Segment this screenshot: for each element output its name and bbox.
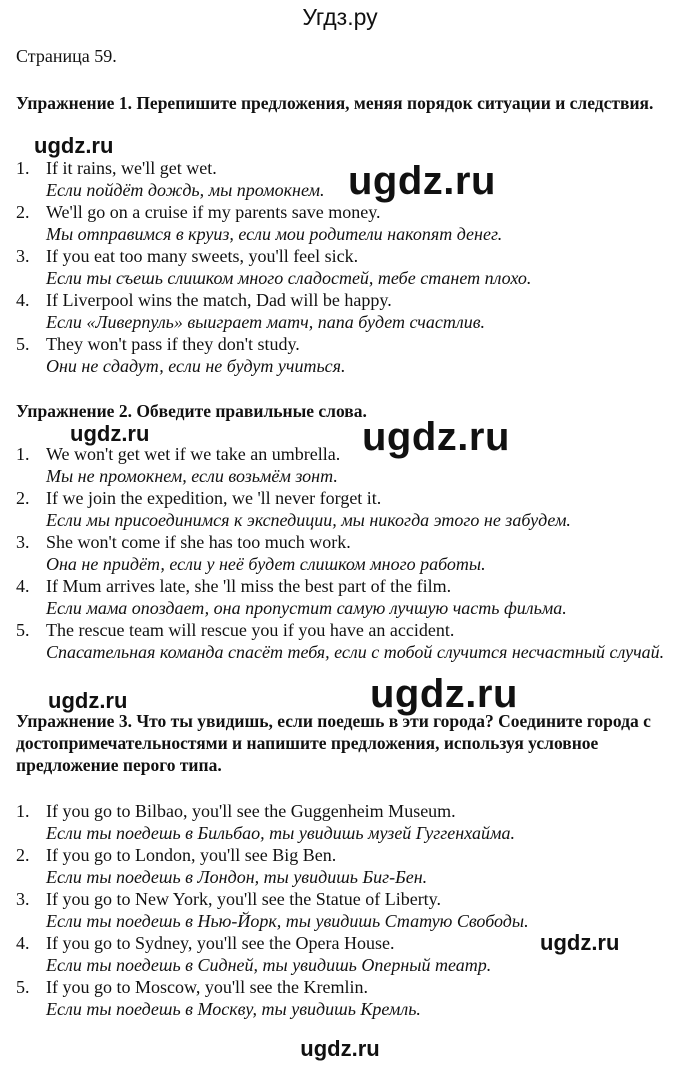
item-number: 3. xyxy=(16,889,30,909)
english-sentence: If it rains, we'll get wet. xyxy=(46,158,217,178)
list-item xyxy=(16,800,666,844)
list-item xyxy=(16,333,666,377)
exercise-1-heading: Упражнение 1. Перепишите предложения, меняя порядок ситуации и следствия. xyxy=(16,93,654,113)
list-item xyxy=(16,575,666,619)
item-number: 3. xyxy=(16,246,30,266)
item-number: 2. xyxy=(16,202,30,222)
russian-translation: Спасательная команда спасёт тебя, если с тобой случится несчастный случай. xyxy=(46,642,665,662)
russian-translation: Если ты поедешь в Бильбао, ты увидишь музей Гуггенхайма. xyxy=(46,823,515,843)
english-sentence: She won't come if she has too much work. xyxy=(46,532,351,552)
item-number: 5. xyxy=(16,620,30,640)
list-item xyxy=(16,157,666,201)
english-sentence: If we join the expedition, we 'll never forget it. xyxy=(46,488,382,508)
english-sentence: If you go to Bilbao, you'll see the Guggenheim Museum. xyxy=(46,801,456,821)
item-number: 1. xyxy=(16,444,30,464)
item-number: 2. xyxy=(16,488,30,508)
page-label: Страница 59. xyxy=(16,46,117,66)
russian-translation: Если мама опоздает, она пропустит самую лучшую часть фильма. xyxy=(46,598,567,618)
list-item xyxy=(16,443,666,487)
item-number: 4. xyxy=(16,576,30,596)
list-item xyxy=(16,619,666,663)
footer-watermark: ugdz.ru xyxy=(300,1036,380,1061)
english-sentence: The rescue team will rescue you if you have an accident. xyxy=(46,620,455,640)
watermark: ugdz.ru xyxy=(540,930,620,955)
list-item xyxy=(16,888,666,932)
exercise-2-heading: Упражнение 2. Обведите правильные слова. xyxy=(16,401,367,421)
russian-translation: Она не придёт, если у неё будет слишком много работы. xyxy=(46,554,486,574)
watermark: ugdz.ru xyxy=(34,133,114,158)
site-title: Угдз.ру xyxy=(302,4,378,30)
russian-translation: Мы отправимся в круиз, если мои родители накопят денег. xyxy=(46,224,503,244)
russian-translation: Они не сдадут, если не будут учиться. xyxy=(46,356,346,376)
watermark: ugdz.ru xyxy=(70,421,150,446)
item-number: 2. xyxy=(16,845,30,865)
item-number: 5. xyxy=(16,977,30,997)
russian-translation: Если мы присоединимся к экспедиции, мы никогда этого не забудем. xyxy=(46,510,571,530)
english-sentence: If Liverpool wins the match, Dad will be happy. xyxy=(46,290,392,310)
exercise-3-list xyxy=(16,800,666,1020)
english-sentence: We won't get wet if we take an umbrella. xyxy=(46,444,341,464)
item-number: 1. xyxy=(16,801,30,821)
watermark: ugdz.ru xyxy=(348,159,496,203)
english-sentence: They won't pass if they don't study. xyxy=(46,334,300,354)
watermark: ugdz.ru xyxy=(362,415,510,459)
item-number: 4. xyxy=(16,290,30,310)
item-number: 5. xyxy=(16,334,30,354)
russian-translation: Если ты поедешь в Лондон, ты увидишь Биг-Бен. xyxy=(46,867,428,887)
exercise-2-list xyxy=(16,443,666,663)
exercise-3-heading: Упражнение 3. Что ты увидишь, если поедешь в эти города? Соедините города с достопримечательностями и напишите предложения, используя условное предложение перого типа. xyxy=(16,711,651,775)
list-item xyxy=(16,531,666,575)
english-sentence: If you go to Sydney, you'll see the Opera House. xyxy=(46,933,395,953)
list-item xyxy=(16,487,666,531)
item-number: 3. xyxy=(16,532,30,552)
english-sentence: If Mum arrives late, she 'll miss the best part of the film. xyxy=(46,576,452,596)
russian-translation: Мы не промокнем, если возьмём зонт. xyxy=(46,466,338,486)
watermark: ugdz.ru xyxy=(48,688,128,713)
english-sentence: We'll go on a cruise if my parents save money. xyxy=(46,202,381,222)
watermark: ugdz.ru xyxy=(370,672,518,716)
russian-translation: Если ты съешь слишком много сладостей, тебе станет плохо. xyxy=(46,268,532,288)
english-sentence: If you go to New York, you'll see the Statue of Liberty. xyxy=(46,889,442,909)
item-number: 1. xyxy=(16,158,30,178)
exercise-1-list xyxy=(16,157,666,377)
russian-translation: Если «Ливерпуль» выиграет матч, папа будет счастлив. xyxy=(46,312,486,332)
english-sentence: If you go to London, you'll see Big Ben. xyxy=(46,845,337,865)
list-item xyxy=(16,289,666,333)
list-item xyxy=(16,976,666,1020)
list-item xyxy=(16,245,666,289)
english-sentence: If you eat too many sweets, you'll feel sick. xyxy=(46,246,359,266)
item-number: 4. xyxy=(16,933,30,953)
russian-translation: Если пойдёт дождь, мы промокнем. xyxy=(46,180,325,200)
russian-translation: Если ты поедешь в Москву, ты увидишь Кремль. xyxy=(46,999,421,1019)
russian-translation: Если ты поедешь в Сидней, ты увидишь Оперный театр. xyxy=(46,955,492,975)
russian-translation: Если ты поедешь в Нью-Йорк, ты увидишь Статую Свободы. xyxy=(46,911,529,931)
list-item xyxy=(16,844,666,888)
list-item xyxy=(16,201,666,245)
english-sentence: If you go to Moscow, you'll see the Kremlin. xyxy=(46,977,369,997)
